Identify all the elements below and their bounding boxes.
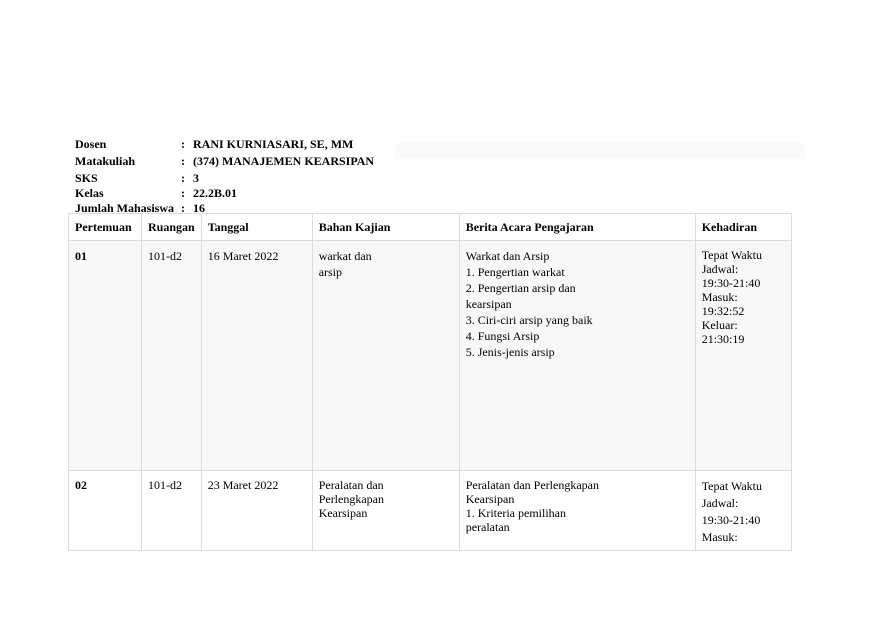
text-line: Jadwal:: [701, 262, 739, 276]
cell-berita-acara: [459, 241, 695, 471]
cell-tanggal: 23 Maret 2022: [201, 471, 312, 551]
text-line: Warkat dan Arsip: [465, 249, 550, 263]
label-sks: SKS: [75, 171, 98, 185]
cell-kehadiran: [695, 471, 791, 551]
header-berita-acara: Berita Acara Pengajaran: [459, 214, 695, 241]
cell-pertemuan: 01: [69, 241, 142, 471]
cell-bahan-kajian: [312, 241, 459, 471]
header-kehadiran: Kehadiran: [695, 214, 791, 241]
text-line: Kearsipan: [465, 492, 515, 506]
text-line: Tepat Waktu: [701, 248, 762, 262]
text-line: Keluar:: [701, 318, 738, 332]
text-line: Kearsipan: [318, 506, 368, 520]
text-line: 19:30-21:40: [701, 276, 761, 290]
value-jumlah: 16: [193, 201, 205, 215]
header-tanggal: Tanggal: [201, 214, 312, 241]
value-matakuliah: (374) MANAJEMEN KEARSIPAN: [193, 154, 375, 168]
header-pertemuan: Pertemuan: [69, 214, 142, 241]
text-line: 19:32:52: [701, 304, 745, 318]
separator: :: [181, 171, 185, 185]
text-line: arsip: [318, 265, 343, 279]
label-matakuliah: Matakuliah: [75, 154, 136, 168]
text-line: peralatan: [465, 520, 510, 534]
text-line: kearsipan: [465, 297, 512, 311]
label-dosen: Dosen: [75, 137, 107, 151]
text-line: 2. Pengertian arsip dan: [465, 281, 576, 295]
value-dosen: RANI KURNIASARI, SE, MM: [193, 137, 354, 151]
text-line: 19:30-21:40: [701, 513, 761, 527]
text-line: 3. Ciri-ciri arsip yang baik: [465, 313, 593, 327]
cell-ruangan: 101-d2: [142, 471, 202, 551]
text-line: Perlengkapan: [318, 492, 384, 506]
text-line: 1. Kriteria pemilihan: [465, 506, 566, 520]
table-header-row: [69, 214, 792, 241]
separator: :: [181, 154, 185, 168]
value-sks: 3: [193, 171, 199, 185]
attendance-table: [68, 213, 792, 551]
header-shade: [395, 143, 805, 159]
text-line: 21:30:19: [701, 332, 745, 346]
header-ruangan: Ruangan: [142, 214, 202, 241]
text-line: 4. Fungsi Arsip: [465, 329, 540, 343]
text-line: 1. Pengertian warkat: [465, 265, 565, 279]
text-line: 5. Jenis-jenis arsip: [465, 345, 555, 359]
cell-berita-acara: [459, 471, 695, 551]
label-kelas: Kelas: [75, 186, 104, 200]
cell-bahan-kajian: [312, 471, 459, 551]
text-line: Jadwal:: [701, 496, 739, 510]
text-line: Masuk:: [701, 530, 738, 544]
text-line: Peralatan dan: [318, 478, 384, 492]
header-bahan-kajian: Bahan Kajian: [312, 214, 459, 241]
table-row: [69, 241, 792, 471]
cell-tanggal: 16 Maret 2022: [201, 241, 312, 471]
text-line: Tepat Waktu: [701, 479, 762, 493]
label-jumlah: Jumlah Mahasiswa: [75, 201, 175, 215]
text-line: Peralatan dan Perlengkapan: [465, 478, 599, 492]
separator: :: [181, 186, 185, 200]
cell-kehadiran: [695, 241, 791, 471]
separator: :: [181, 201, 185, 215]
text-line: Masuk:: [701, 290, 738, 304]
table-row: [69, 471, 792, 551]
separator: :: [181, 137, 185, 151]
text-line: warkat dan: [318, 249, 372, 263]
cell-pertemuan: 02: [69, 471, 142, 551]
cell-ruangan: 101-d2: [142, 241, 202, 471]
value-kelas: 22.2B.01: [193, 186, 238, 200]
